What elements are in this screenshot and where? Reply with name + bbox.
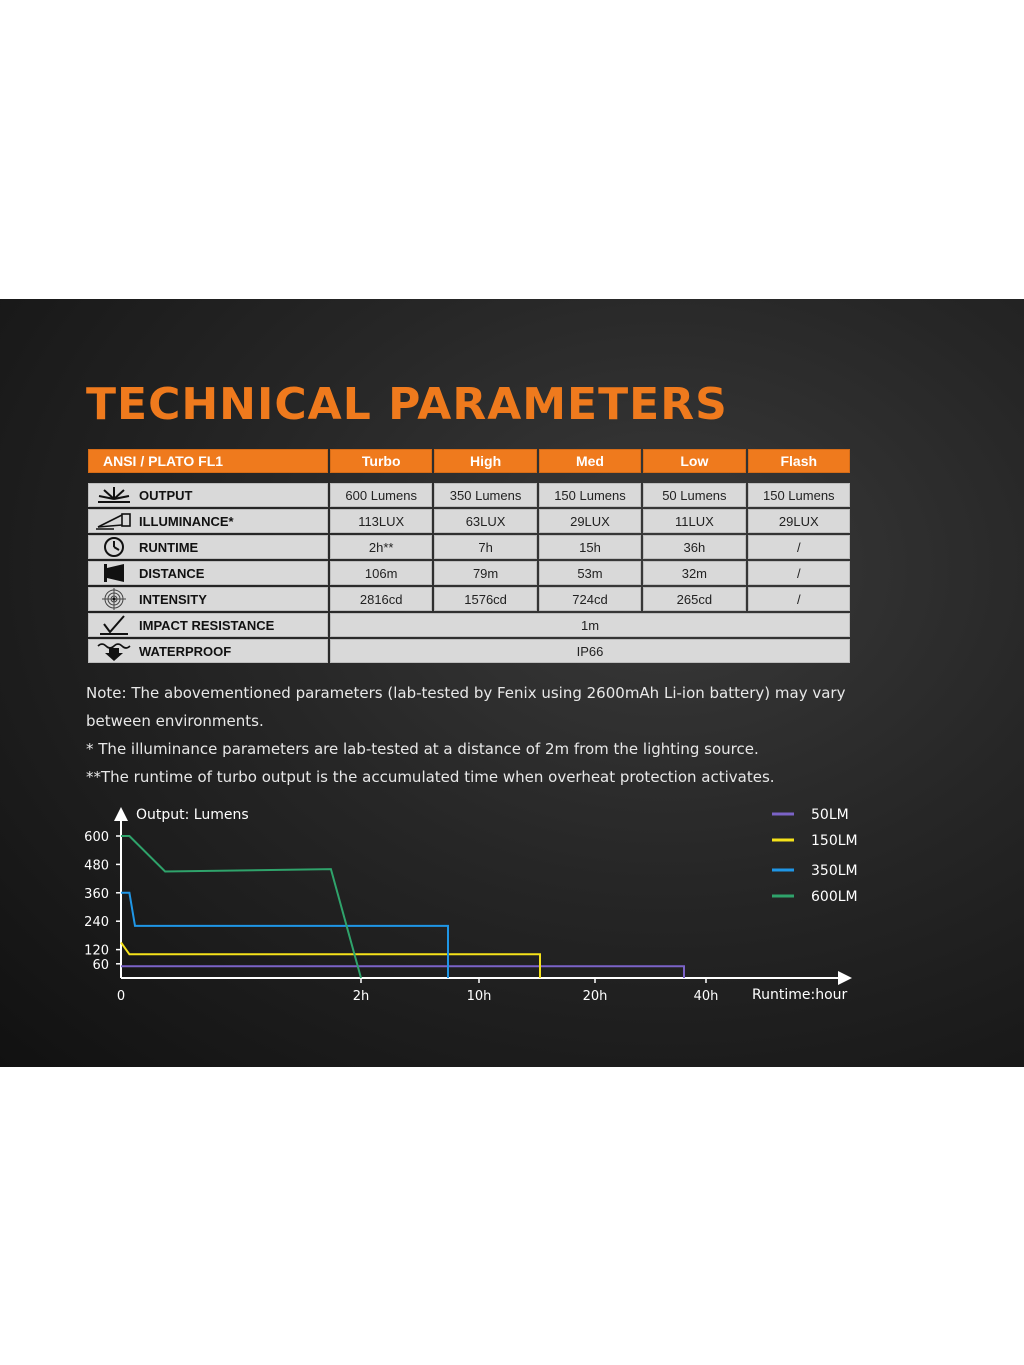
table-cell: 724cd (539, 587, 641, 611)
target-icon (89, 588, 139, 610)
row-label: OUTPUT (139, 487, 193, 503)
runtime-chart (80, 799, 880, 1009)
table-cell: 600 Lumens (330, 483, 432, 507)
x-axis-arrow (838, 971, 852, 985)
table-cell: 2816cd (330, 587, 432, 611)
y-axis-label: Output: Lumens (136, 807, 249, 823)
row-label: IMPACT RESISTANCE (139, 617, 275, 633)
table-cell: 32m (643, 561, 745, 585)
table-cell: 350 Lumens (434, 483, 536, 507)
header-cell: Low (643, 449, 745, 473)
y-tick-label: 360 (84, 886, 109, 902)
table-row (88, 535, 850, 559)
table-cell: / (748, 587, 850, 611)
table-cell: 150 Lumens (539, 483, 641, 507)
x-tick-label: 10h (466, 989, 492, 1004)
x-tick-label: 0 (116, 989, 126, 1004)
waterproof-icon (89, 640, 139, 662)
table-row (88, 639, 850, 663)
table-cell: 29LUX (748, 509, 850, 533)
legend-label: 50LM (811, 807, 849, 823)
table-cell: IP66 (330, 639, 850, 663)
header-cell: ANSI / PLATO FL1 (88, 449, 328, 473)
table-cell: 63LUX (434, 509, 536, 533)
table-row (88, 561, 850, 585)
parameters-panel (0, 299, 1024, 1067)
y-tick-label: 60 (92, 957, 109, 973)
table-cell: 15h (539, 535, 641, 559)
row-label: ILLUMINANCE* (139, 513, 234, 529)
table-cell: / (748, 535, 850, 559)
row-label: RUNTIME (139, 539, 199, 555)
table-cell: 1m (330, 613, 850, 637)
legend-label: 600LM (811, 889, 858, 905)
header-cell: Flash (748, 449, 850, 473)
table-cell: 29LUX (539, 509, 641, 533)
series-line-50lm (121, 966, 684, 978)
x-tick-label: 2h (352, 989, 370, 1004)
table-cell: 11LUX (643, 509, 745, 533)
notes (86, 679, 846, 791)
y-tick-label: 240 (84, 915, 109, 931)
table-row (88, 509, 850, 533)
table-cell: 1576cd (434, 587, 536, 611)
row-label: WATERPROOF (139, 643, 232, 659)
table-cell: 53m (539, 561, 641, 585)
table-cell: 7h (434, 535, 536, 559)
table-cell: 150 Lumens (748, 483, 850, 507)
y-tick-label: 600 (84, 830, 109, 845)
row-label: DISTANCE (139, 565, 205, 581)
table-cell: 113LUX (330, 509, 432, 533)
series-line-600lm (121, 836, 361, 978)
table-cell: 106m (330, 561, 432, 585)
note-line: **The runtime of turbo output is the accumulated time when overheat protection activates. (86, 768, 775, 786)
table-cell: 265cd (643, 587, 745, 611)
table-header-row (88, 449, 850, 473)
table-row (88, 483, 850, 507)
header-cell: High (434, 449, 536, 473)
table-cell: / (748, 561, 850, 585)
legend-label: 150LM (811, 833, 858, 849)
note-line: * The illuminance parameters are lab-tested at a distance of 2m from the lighting source. (86, 740, 759, 758)
beam-icon (89, 510, 139, 532)
y-axis-arrow (114, 807, 128, 821)
clock-icon (89, 536, 139, 558)
table-cell: 2h** (330, 535, 432, 559)
sun-burst-icon (89, 484, 139, 506)
spec-table (86, 447, 852, 665)
table-cell: 36h (643, 535, 745, 559)
row-label: INTENSITY (139, 591, 207, 607)
table-cell: 79m (434, 561, 536, 585)
series-line-150lm (121, 943, 540, 979)
legend-label: 350LM (811, 863, 858, 879)
page-title: TECHNICAL PARAMETERS (86, 379, 728, 430)
note-line: Note: The abovementioned parameters (lab-tested by Fenix using 2600mAh Li-ion battery) may vary between environments. (86, 684, 846, 730)
x-tick-label: 20h (582, 989, 608, 1004)
impact-icon (89, 614, 139, 636)
distance-icon (89, 562, 139, 584)
header-cell: Med (539, 449, 641, 473)
y-tick-label: 480 (84, 858, 109, 874)
table-cell: 50 Lumens (643, 483, 745, 507)
y-tick-label: 120 (84, 943, 109, 959)
x-axis-label: Runtime:hour (752, 987, 848, 1003)
x-tick-label: 40h (693, 989, 719, 1004)
table-row (88, 613, 850, 637)
table-row (88, 587, 850, 611)
header-cell: Turbo (330, 449, 432, 473)
